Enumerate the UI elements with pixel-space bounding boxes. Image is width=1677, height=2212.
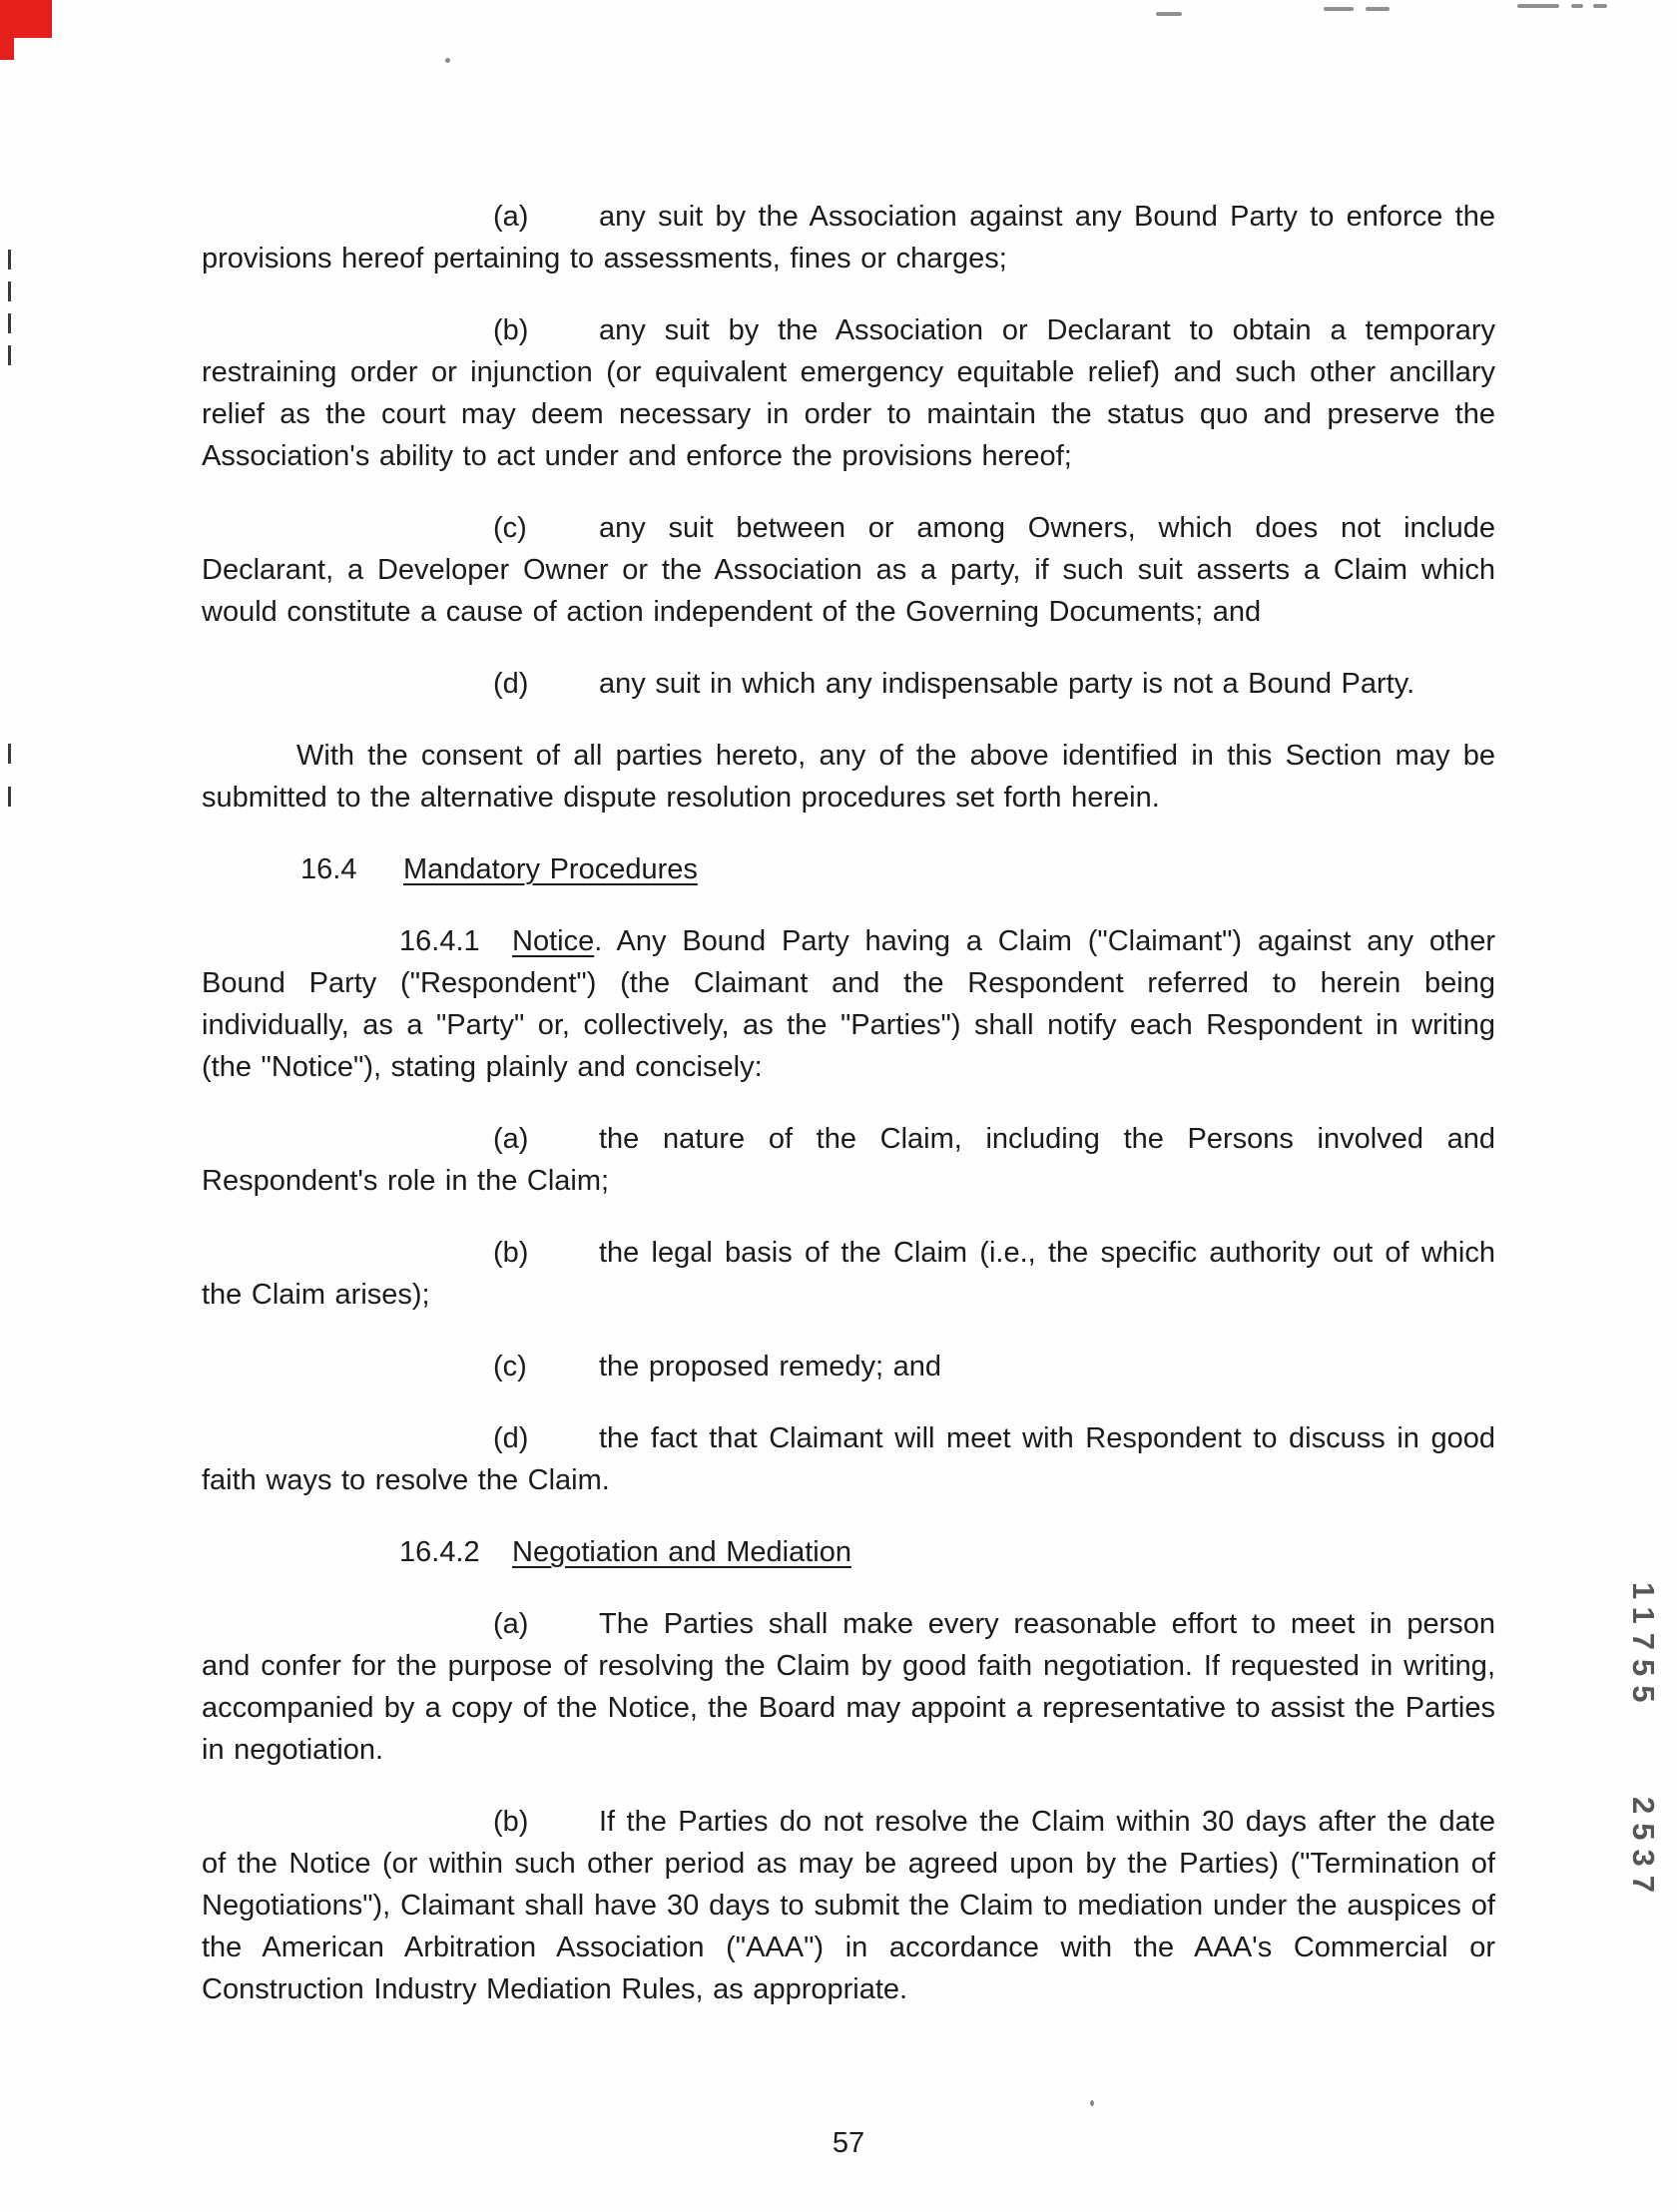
clause-label: (c)	[493, 1351, 527, 1382]
clause-16-4-1-a	[202, 1118, 1495, 1202]
clause-b	[202, 309, 1495, 477]
scan-dash	[1324, 7, 1354, 11]
clause-label: (b)	[493, 1806, 529, 1838]
clause-text: any suit between or among Owners, which does not include Declarant, a Developer Owner or the Association as a party, if such suit asserts a Claim which would constitute a cause of action independent of the Governing Documents; and	[202, 512, 1495, 628]
clause-label: (d)	[493, 668, 529, 700]
section-number: 16.4.1	[399, 925, 480, 957]
clause-label: (d)	[493, 1422, 529, 1454]
section-title: Notice	[512, 925, 595, 957]
red-corner-mark-tail	[0, 0, 14, 60]
margin-tick	[8, 250, 11, 270]
scan-dash	[1593, 4, 1607, 8]
scan-dash	[1366, 7, 1390, 11]
margin-tick	[8, 281, 11, 301]
scan-speck	[445, 58, 450, 63]
section-text: . Any Bound Party having a Claim ("Claimant") against any other Bound Party ("Respondent") (the Claimant and the Respondent referred to herein being individually, as a "Party" or, collectively, as the "Parties") shall notify each Respondent in writing (the "Notice"), stating plainly and concisely:	[202, 925, 1495, 1083]
heading-16-4-2	[202, 1531, 1495, 1573]
clause-label: (a)	[493, 1608, 529, 1640]
clause-16-4-2-a	[202, 1603, 1495, 1771]
clause-text: any suit in which any indispensable party is not a Bound Party.	[599, 668, 1415, 700]
clause-text: the nature of the Claim, including the Persons involved and Respondent's role in the Claim;	[202, 1123, 1495, 1197]
clause-text: If the Parties do not resolve the Claim within 30 days after the date of the Notice (or within such other period as may be agreed upon by the Parties) ("Termination of Negotiations"), Claimant shall have 30 days to submit the Claim to mediation under the auspices of the American Arbitration Association ("AAA") in accordance with the AAA's Commercial or Construction Industry Mediation Rules, as appropriate.	[202, 1806, 1495, 2005]
clause-text: the legal basis of the Claim (i.e., the specific authority out of which the Claim arises);	[202, 1237, 1495, 1311]
clause-text: the fact that Claimant will meet with Respondent to discuss in good faith ways to resolve the Claim.	[202, 1422, 1495, 1496]
scan-speck	[1090, 2100, 1094, 2106]
heading-16-4	[202, 848, 1495, 890]
clause-d	[202, 663, 1495, 705]
clause-a	[202, 196, 1495, 279]
clause-text: the proposed remedy; and	[599, 1351, 942, 1382]
recording-stamp-upper: 11755	[1626, 1582, 1661, 1712]
clause-label: (b)	[493, 1237, 529, 1269]
paragraph-text: With the consent of all parties hereto, any of the above identified in this Section may be submitted to the alternative dispute resolution procedures set forth herein.	[202, 740, 1495, 814]
clause-text: any suit by the Association or Declarant to obtain a temporary restraining order or injunction (or equivalent emergency equitable relief) and such other ancillary relief as the court may deem necessary in order to maintain the status quo and preserve the Association's ability to act under and enforce the provisions hereof;	[202, 314, 1495, 472]
section-16-4-1-notice	[202, 920, 1495, 1088]
margin-tick	[8, 787, 11, 807]
recording-stamp-lower: 2537	[1626, 1797, 1661, 1902]
clause-text: The Parties shall make every reasonable effort to meet in person and confer for the purpose of resolving the Claim by good faith negotiation. If requested in writing, accompanied by a copy of the Notice, the Board may appoint a representative to assist the Parties in negotiation.	[202, 1608, 1495, 1766]
page-number: 57	[832, 2127, 865, 2159]
clause-label: (a)	[493, 1123, 529, 1155]
text-column	[202, 196, 1495, 2040]
clause-label: (a)	[493, 201, 529, 233]
clause-c	[202, 507, 1495, 633]
section-title: Negotiation and Mediation	[512, 1536, 851, 1568]
margin-tick	[8, 345, 11, 365]
clause-label: (c)	[493, 512, 527, 544]
section-title: Mandatory Procedures	[403, 853, 698, 885]
scan-dash	[1517, 4, 1559, 8]
section-number: 16.4	[300, 853, 357, 885]
clause-16-4-1-d	[202, 1417, 1495, 1501]
margin-tick	[8, 744, 11, 764]
clause-label: (b)	[493, 314, 529, 346]
clause-16-4-1-c	[202, 1346, 1495, 1387]
scan-dash	[1571, 4, 1583, 8]
clause-16-4-2-b	[202, 1801, 1495, 2010]
section-number: 16.4.2	[399, 1536, 480, 1568]
margin-tick	[8, 313, 11, 333]
scan-dash	[1156, 12, 1182, 16]
clause-16-4-1-b	[202, 1232, 1495, 1316]
clause-text: any suit by the Association against any Bound Party to enforce the provisions hereof pertaining to assessments, fines or charges;	[202, 201, 1495, 275]
paragraph-consent	[202, 735, 1495, 819]
